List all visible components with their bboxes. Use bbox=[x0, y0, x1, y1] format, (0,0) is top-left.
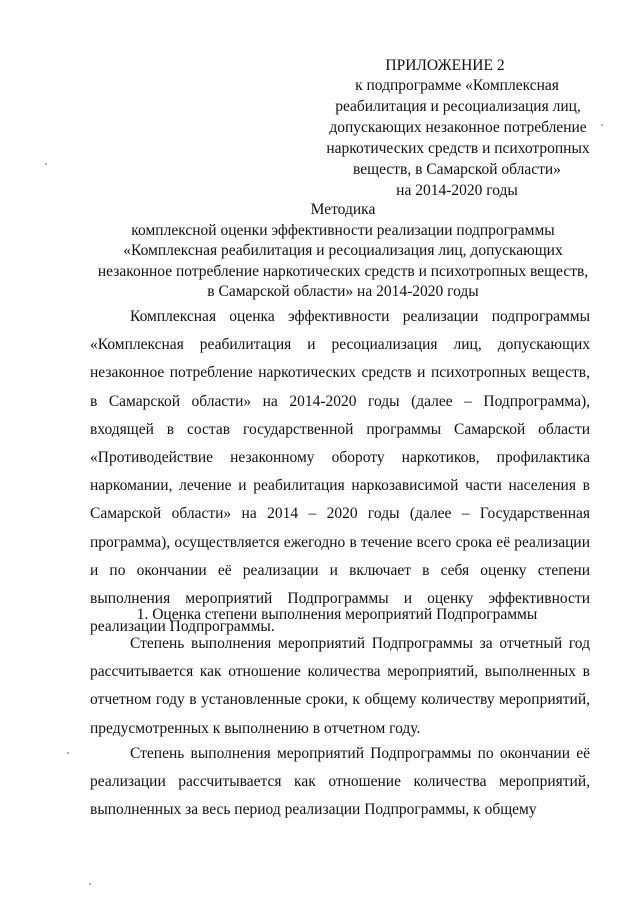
scan-speck bbox=[45, 163, 47, 165]
section-heading: 1. Оценка степени выполнения мероприятий Подпрограммы bbox=[136, 606, 538, 623]
title-line: незаконное потребление наркотических средств и психотропных веществ, bbox=[97, 263, 589, 280]
appendix-line: реабилитация и ресоциализация лиц, bbox=[335, 98, 581, 115]
title-line: «Комплексная реабилитация и ресоциализация лиц, допускающих bbox=[123, 242, 563, 259]
appendix-heading: ПРИЛОЖЕНИЕ 2 bbox=[385, 57, 505, 74]
appendix-line: на 2014-2020 годы bbox=[396, 182, 518, 199]
scan-speck bbox=[89, 883, 91, 885]
intro-paragraph: Комплексная оценка эффективности реализации подпрограммы «Комплексная реабилитация и ресоциализация лиц, допускающих незаконное потребление наркотических средств и психотропных веществ, в Самарской области» на 2014-2020 годы (далее – Подпрограмма), входящей в состав государственной программы Самарской области «Противодействие незаконному обороту наркотиков, профилактика наркомании, лечение и реабилитация наркозависимой части населения в Самарской области» на 2014 – 2020 годы (далее – Государственная программа), осуществляется ежегодно в течение всего срока её реализации и по окончании её реализации и включает в себя оценку степени выполнения мероприятий Подпрограммы и оценку эффективности реализации Подпрограммы. bbox=[90, 308, 590, 636]
section-paragraph: Степень выполнения мероприятий Подпрограммы по окончании её реализации рассчитывается как отношение количества мероприятий, выполненных за весь период реализации Подпрограммы, к общему bbox=[90, 745, 590, 819]
title-line: Методика bbox=[310, 201, 376, 218]
appendix-line: наркотических средств и психотропных bbox=[326, 140, 590, 157]
title-line: комплексной оценки эффективности реализации подпрограммы bbox=[131, 222, 555, 239]
appendix-line: к подпрограмме «Комплексная bbox=[355, 77, 559, 94]
scan-speck bbox=[67, 752, 69, 754]
scan-speck bbox=[601, 124, 603, 126]
appendix-line: веществ, в Самарской области» bbox=[353, 161, 561, 178]
section-paragraph: Степень выполнения мероприятий Подпрограммы за отчетный год рассчитывается как отношение количества мероприятий, выполненных в отчетном году в установленные сроки, к общему количеству мероприятий, предусмотренных к выполнению в отчетном году. bbox=[90, 635, 590, 737]
appendix-line: допускающих незаконное потребление bbox=[329, 119, 587, 136]
title-line: в Самарской области» на 2014-2020 годы bbox=[207, 283, 479, 300]
